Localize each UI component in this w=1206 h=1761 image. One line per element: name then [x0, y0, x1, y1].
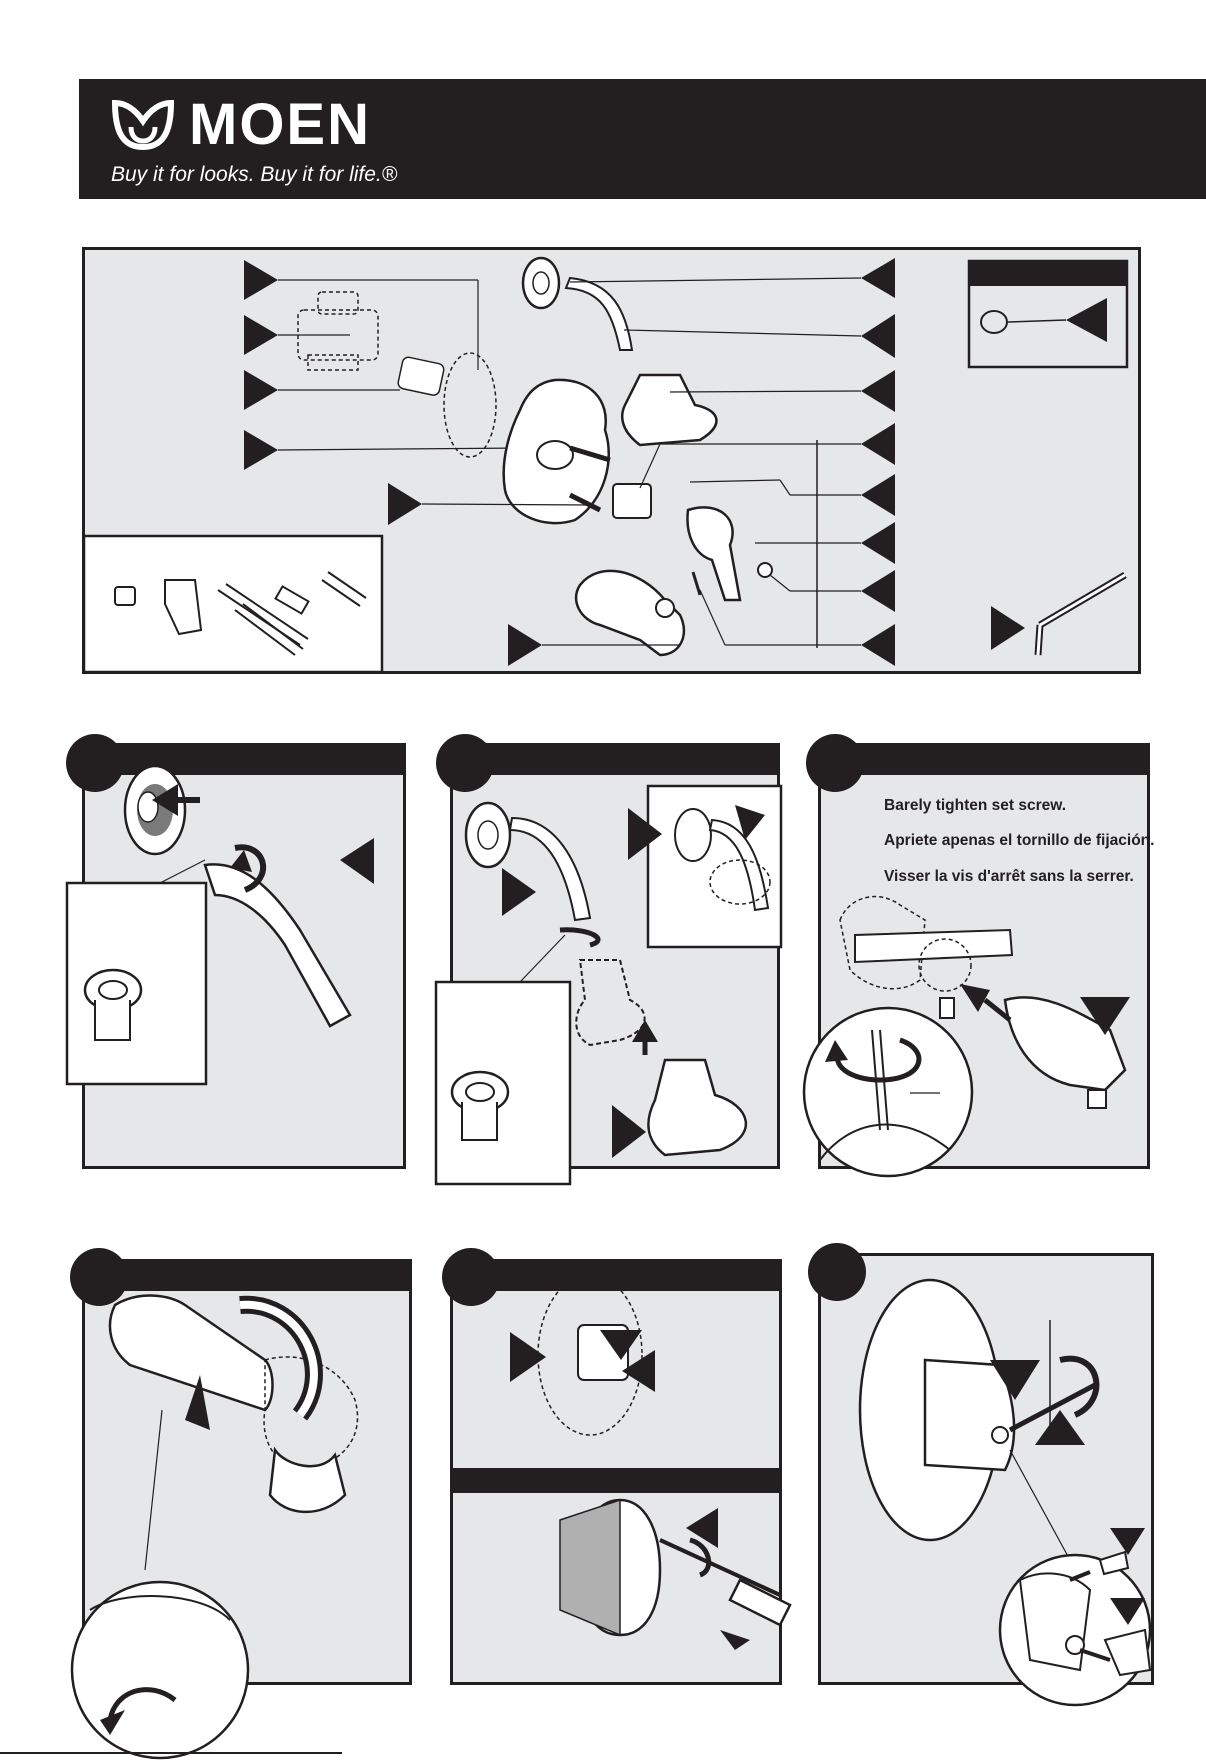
callout-pointer [861, 370, 895, 412]
step-3-note-english: Barely tighten set screw. [884, 797, 1067, 814]
callout-pointer [861, 314, 895, 358]
callout-pointer [388, 483, 422, 525]
callout-pointer [861, 522, 895, 564]
brand-tagline: Buy it for looks. Buy it for life.® [111, 163, 398, 186]
brand-name: MOEN [189, 92, 371, 157]
step-3-note-french: Visser la vis d'arrêt sans la serrer. [884, 868, 1134, 885]
step-6-illustration [0, 1250, 1206, 1750]
callout-pointer [244, 430, 278, 470]
callout-pointer [508, 624, 542, 666]
callout-pointer [861, 258, 895, 298]
footer-rule [0, 1752, 342, 1754]
callout-pointer [861, 423, 895, 465]
callout-pointer [244, 260, 278, 300]
callout-pointer [1066, 298, 1107, 342]
callout-pointer [991, 606, 1025, 650]
parts-illustration [0, 0, 1206, 700]
step-3-illustration [0, 700, 1206, 1200]
step-3-note-spanish: Apriete apenas el tornillo de fijación. [884, 832, 1155, 849]
callout-pointer [861, 474, 895, 516]
callout-pointer [244, 315, 278, 355]
callout-pointer [244, 370, 278, 410]
callout-pointer [861, 570, 895, 612]
callout-pointer [861, 624, 895, 666]
